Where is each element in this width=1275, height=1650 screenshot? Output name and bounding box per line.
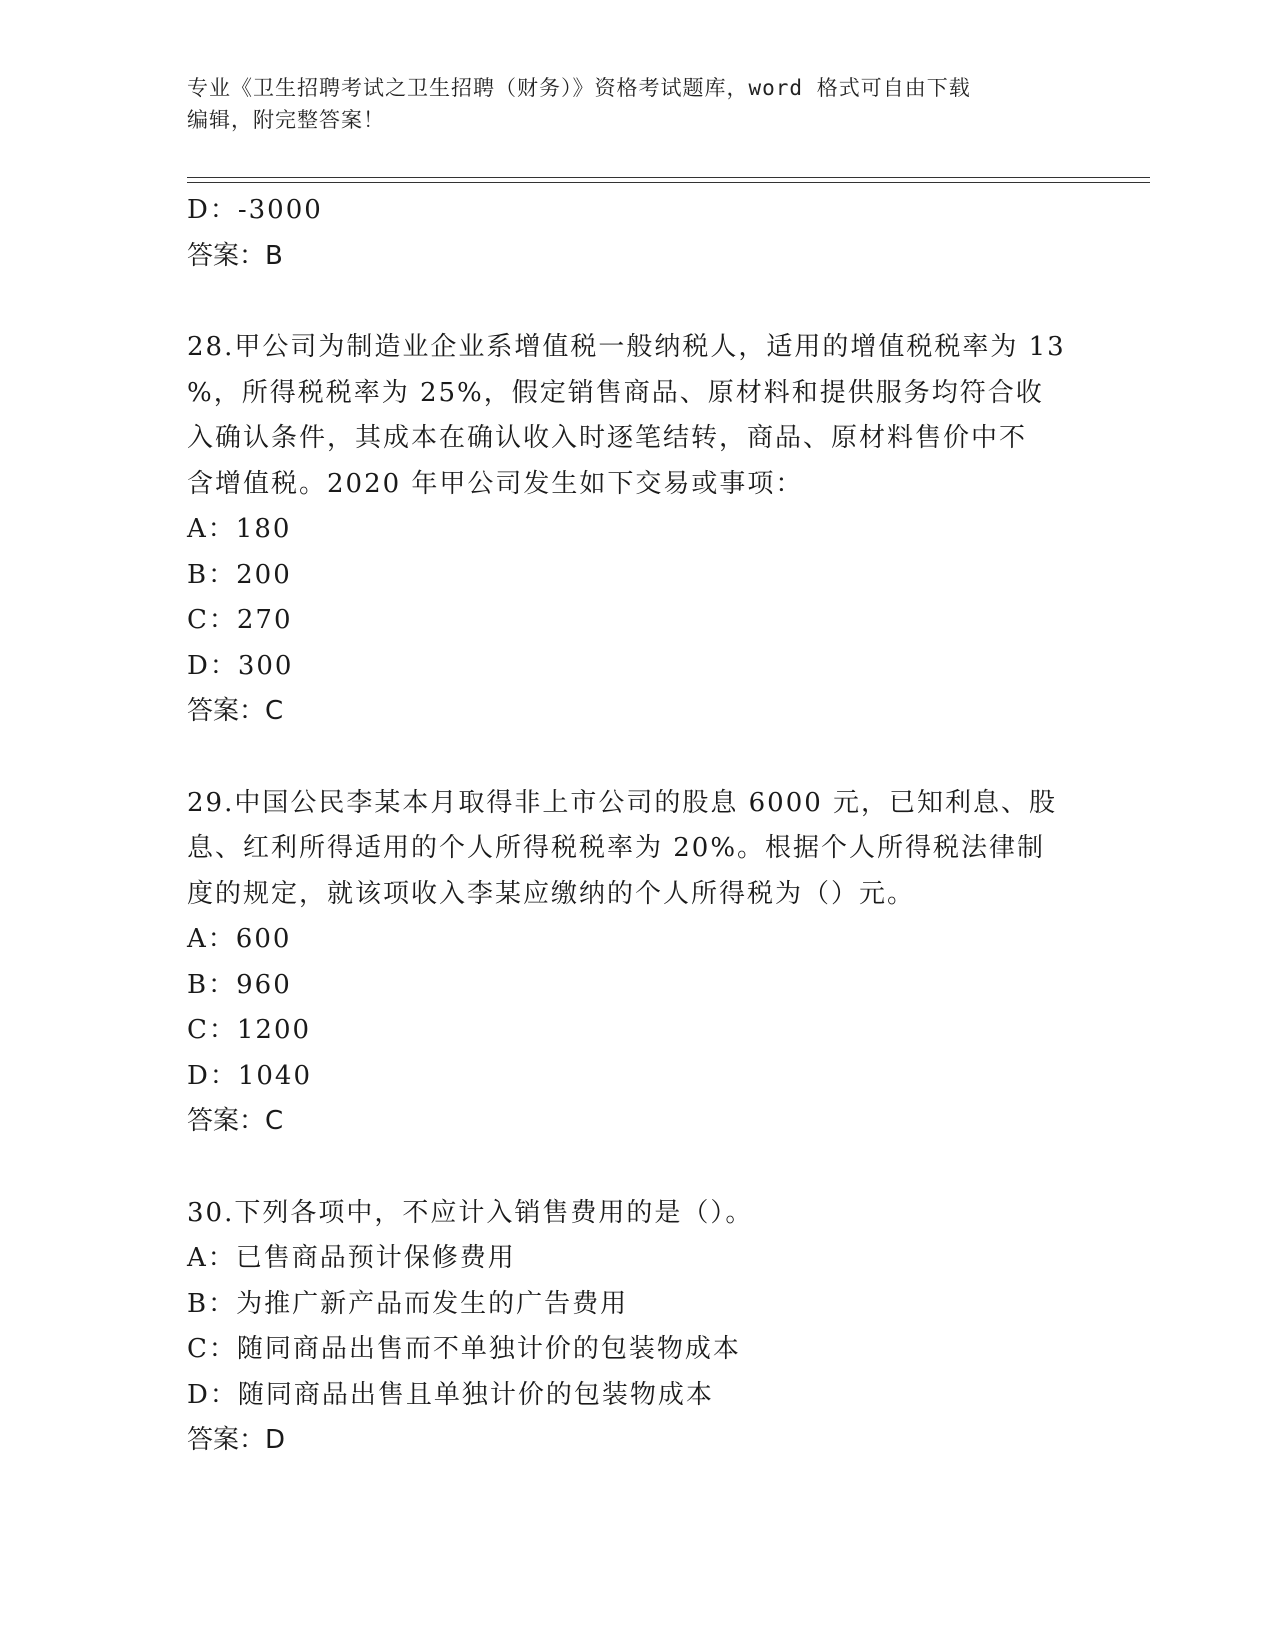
header-line-2: 编辑，附完整答案！ xyxy=(187,108,385,132)
question-29 xyxy=(187,781,1087,1145)
question-text-line: 入确认条件，其成本在确认收入时逐笔结转，商品、原材料售价中不 xyxy=(187,423,1028,453)
option-c: C：270 xyxy=(187,605,293,635)
spacer xyxy=(187,1145,1087,1191)
option-d: D：-3000 xyxy=(187,195,323,225)
option-a: A：已售商品预计保修费用 xyxy=(187,1243,516,1273)
option-b: B：为推广新产品而发生的广告费用 xyxy=(187,1288,629,1319)
spacer xyxy=(187,735,1087,781)
option-d: D：300 xyxy=(187,650,294,681)
question-text-line: 28.甲公司为制造业企业系增值税一般纳税人，适用的增值税税率为 13 xyxy=(187,332,1066,362)
question-text-line: 30.下列各项中，不应计入销售费用的是（）。 xyxy=(187,1197,754,1228)
question-text-line: 息、红利所得适用的个人所得税税率为 20%。根据个人所得税法律制 xyxy=(187,833,1046,863)
option-a: A：600 xyxy=(187,924,292,954)
header-line-1: 专业《卫生招聘考试之卫生招聘（财务）》资格考试题库，word 格式可自由下载 xyxy=(187,76,971,100)
question-text-line: 含增值税。2020 年甲公司发生如下交易或事项： xyxy=(187,468,804,499)
question-30 xyxy=(187,1191,1087,1464)
header-divider-top xyxy=(187,177,1150,178)
answer-line: 答案：D xyxy=(187,1425,286,1455)
option-b: B：200 xyxy=(187,559,292,590)
document-header xyxy=(187,72,1087,136)
question-text-line: %，所得税税率为 25%，假定销售商品、原材料和提供服务均符合收 xyxy=(187,377,1044,408)
option-c: C：1200 xyxy=(187,1015,312,1045)
answer-line: 答案：B xyxy=(187,240,283,271)
spacer xyxy=(187,279,1087,325)
option-c: C：随同商品出售而不单独计价的包装物成本 xyxy=(187,1334,741,1364)
answer-line: 答案：C xyxy=(187,1106,284,1136)
answer-line: 答案：C xyxy=(187,696,284,726)
option-b: B：960 xyxy=(187,969,292,1000)
header-divider-bottom xyxy=(187,182,1150,183)
question-28 xyxy=(187,325,1087,735)
question-text-line: 度的规定，就该项收入李某应缴纳的个人所得税为（）元。 xyxy=(187,878,916,909)
question-content xyxy=(187,188,1087,1464)
option-a: A：180 xyxy=(187,514,292,544)
previous-question-tail xyxy=(187,188,1087,279)
option-d: D：1040 xyxy=(187,1060,313,1091)
question-text-line: 29.中国公民李某本月取得非上市公司的股息 6000 元，已知利息、股 xyxy=(187,787,1058,818)
option-d: D：随同商品出售且单独计价的包装物成本 xyxy=(187,1379,714,1410)
